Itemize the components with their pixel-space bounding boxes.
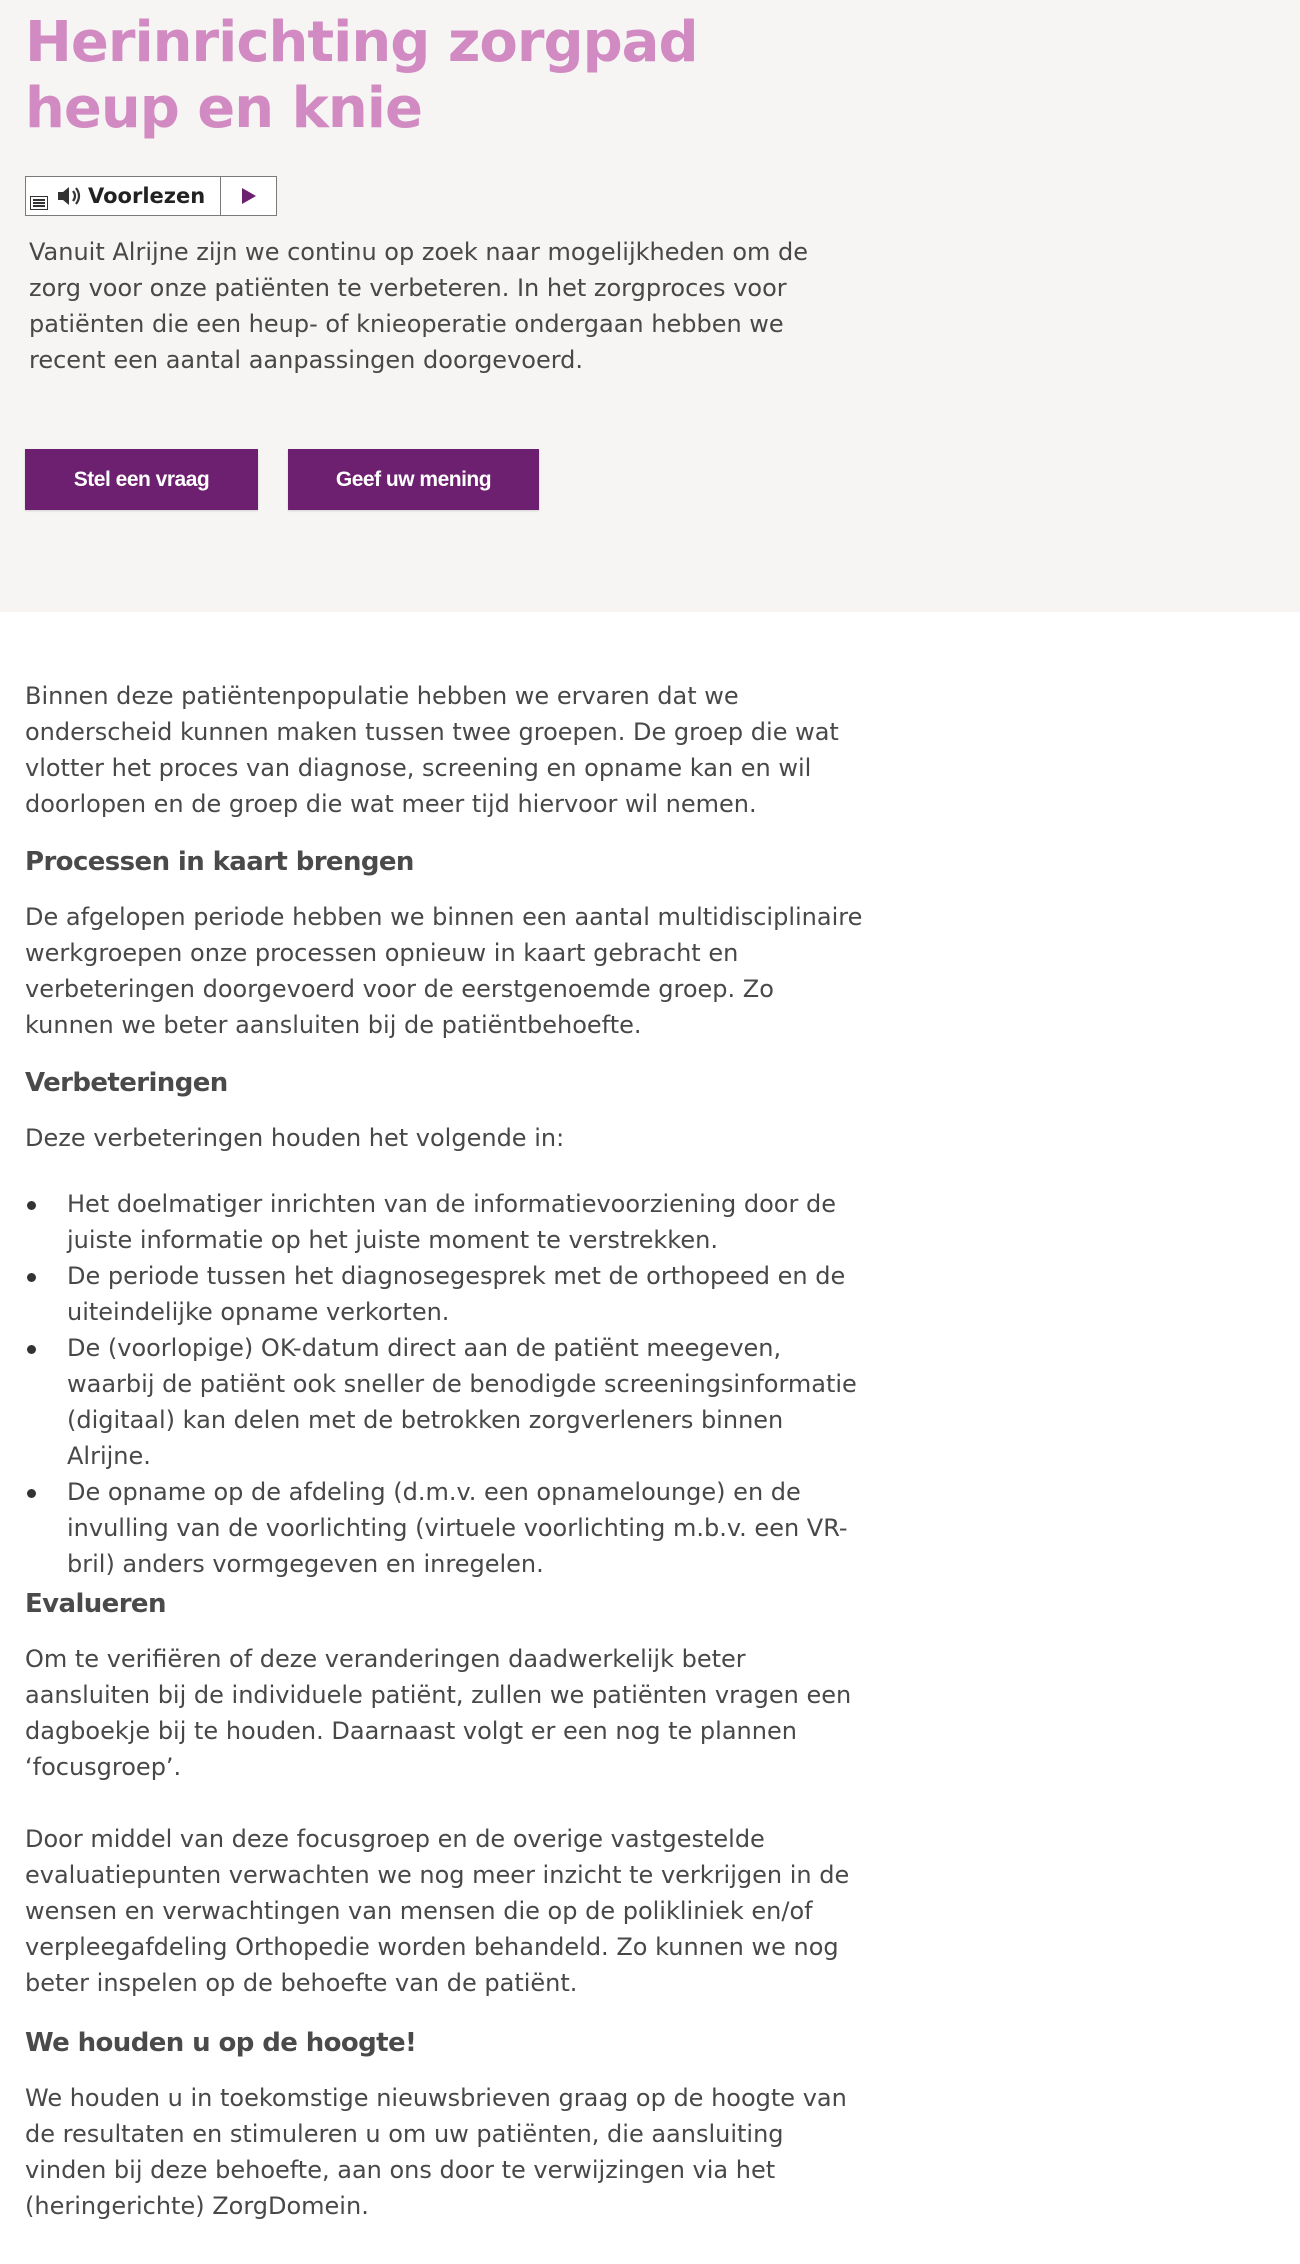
paragraph: Door middel van deze focusgroep en de overige vastgestelde evaluatiepunten verwachten we nog meer inzicht te verkrijgen in de wensen en verwachtingen van mensen die op de polikliniek en/of verpleegafdeling Orthopedie worden behandeld. Zo kunnen we nog beter inspelen op de behoefte van de patiënt.: [25, 1825, 850, 1997]
readspeaker-widget: [25, 176, 277, 216]
list-item: De opname op de afdeling (d.m.v. een opnamelounge) en de invulling van de voorlichting (virtuele voorlichting m.b.v. een VR-bril) anders vormgegeven en inregelen.: [67, 1474, 870, 1582]
list-item: Het doelmatiger inrichten van de informatievoorziening door de juiste informatie op het juiste moment te verstrekken.: [67, 1186, 870, 1258]
list-item: De (voorlopige) OK-datum direct aan de patiënt meegeven, waarbij de patiënt ook sneller de benodigde screeningsinformatie (digitaal) kan delen met de betrokken zorgverleners binnen Alrijne.: [67, 1330, 870, 1474]
intro-text: Vanuit Alrijne zijn we continu op zoek naar mogelijkheden om de zorg voor onze patiënten te verbeteren. In het zorgproces voor patiënten die een heup- of knieoperatie ondergaan hebben we recent een aantal aanpassingen doorgevoerd.: [29, 238, 809, 374]
paragraph: Binnen deze patiëntenpopulatie hebben we ervaren dat we onderscheid kunnen maken tussen twee groepen. De groep die wat vlotter het proces van diagnose, screening en opname kan en wil doorlopen en de groep die wat meer tijd hiervoor wil nemen.: [25, 682, 839, 818]
heading-op-de-hoogte: We houden u op de hoogte!: [25, 2028, 417, 2058]
paragraph: We houden u in toekomstige nieuwsbrieven graag op de hoogte van de resultaten en stimuleren u om uw patiënten, die aansluiting vinden bij deze behoefte, aan ons door te verwijzingen via het (heringerichte) ZorgDomein.: [25, 2084, 847, 2220]
menu-icon[interactable]: [30, 196, 48, 210]
heading-processen: Processen in kaart brengen: [25, 847, 414, 877]
improvements-list: [25, 1186, 870, 1582]
page-title: Herinrichting zorgpad heup en knie: [25, 10, 698, 141]
paragraph: De afgelopen periode hebben we binnen een aantal multidisciplinaire werkgroepen onze processen opnieuw in kaart gebracht en verbeteringen doorgevoerd voor de eerstgenoemde groep. Zo kunnen we beter aansluiten bij de patiëntbehoefte.: [25, 903, 863, 1039]
paragraph: Om te verifiëren of deze veranderingen daadwerkelijk beter aansluiten bij de individuele patiënt, zullen we patiënten vragen een dagboekje bij te houden. Daarnaast volgt er een nog te plannen ‘focusgroep’.: [25, 1645, 852, 1781]
list-item: De periode tussen het diagnosegesprek met de orthopeed en de uiteindelijke opname verkorten.: [67, 1258, 870, 1330]
hero-section: [0, 0, 1300, 612]
play-button[interactable]: [221, 177, 276, 215]
play-icon: [240, 186, 258, 206]
voorlezen-button[interactable]: [26, 177, 221, 215]
heading-evalueren: Evalueren: [25, 1589, 166, 1619]
article-body: [25, 678, 870, 2224]
voorlezen-label: Voorlezen: [88, 184, 206, 208]
speaker-icon: [56, 185, 84, 207]
heading-verbeteringen: Verbeteringen: [25, 1068, 228, 1098]
ask-question-button[interactable]: Stel een vraag: [25, 449, 258, 510]
paragraph: Deze verbeteringen houden het volgende in:: [25, 1124, 565, 1152]
give-opinion-button[interactable]: Geef uw mening: [288, 449, 539, 510]
